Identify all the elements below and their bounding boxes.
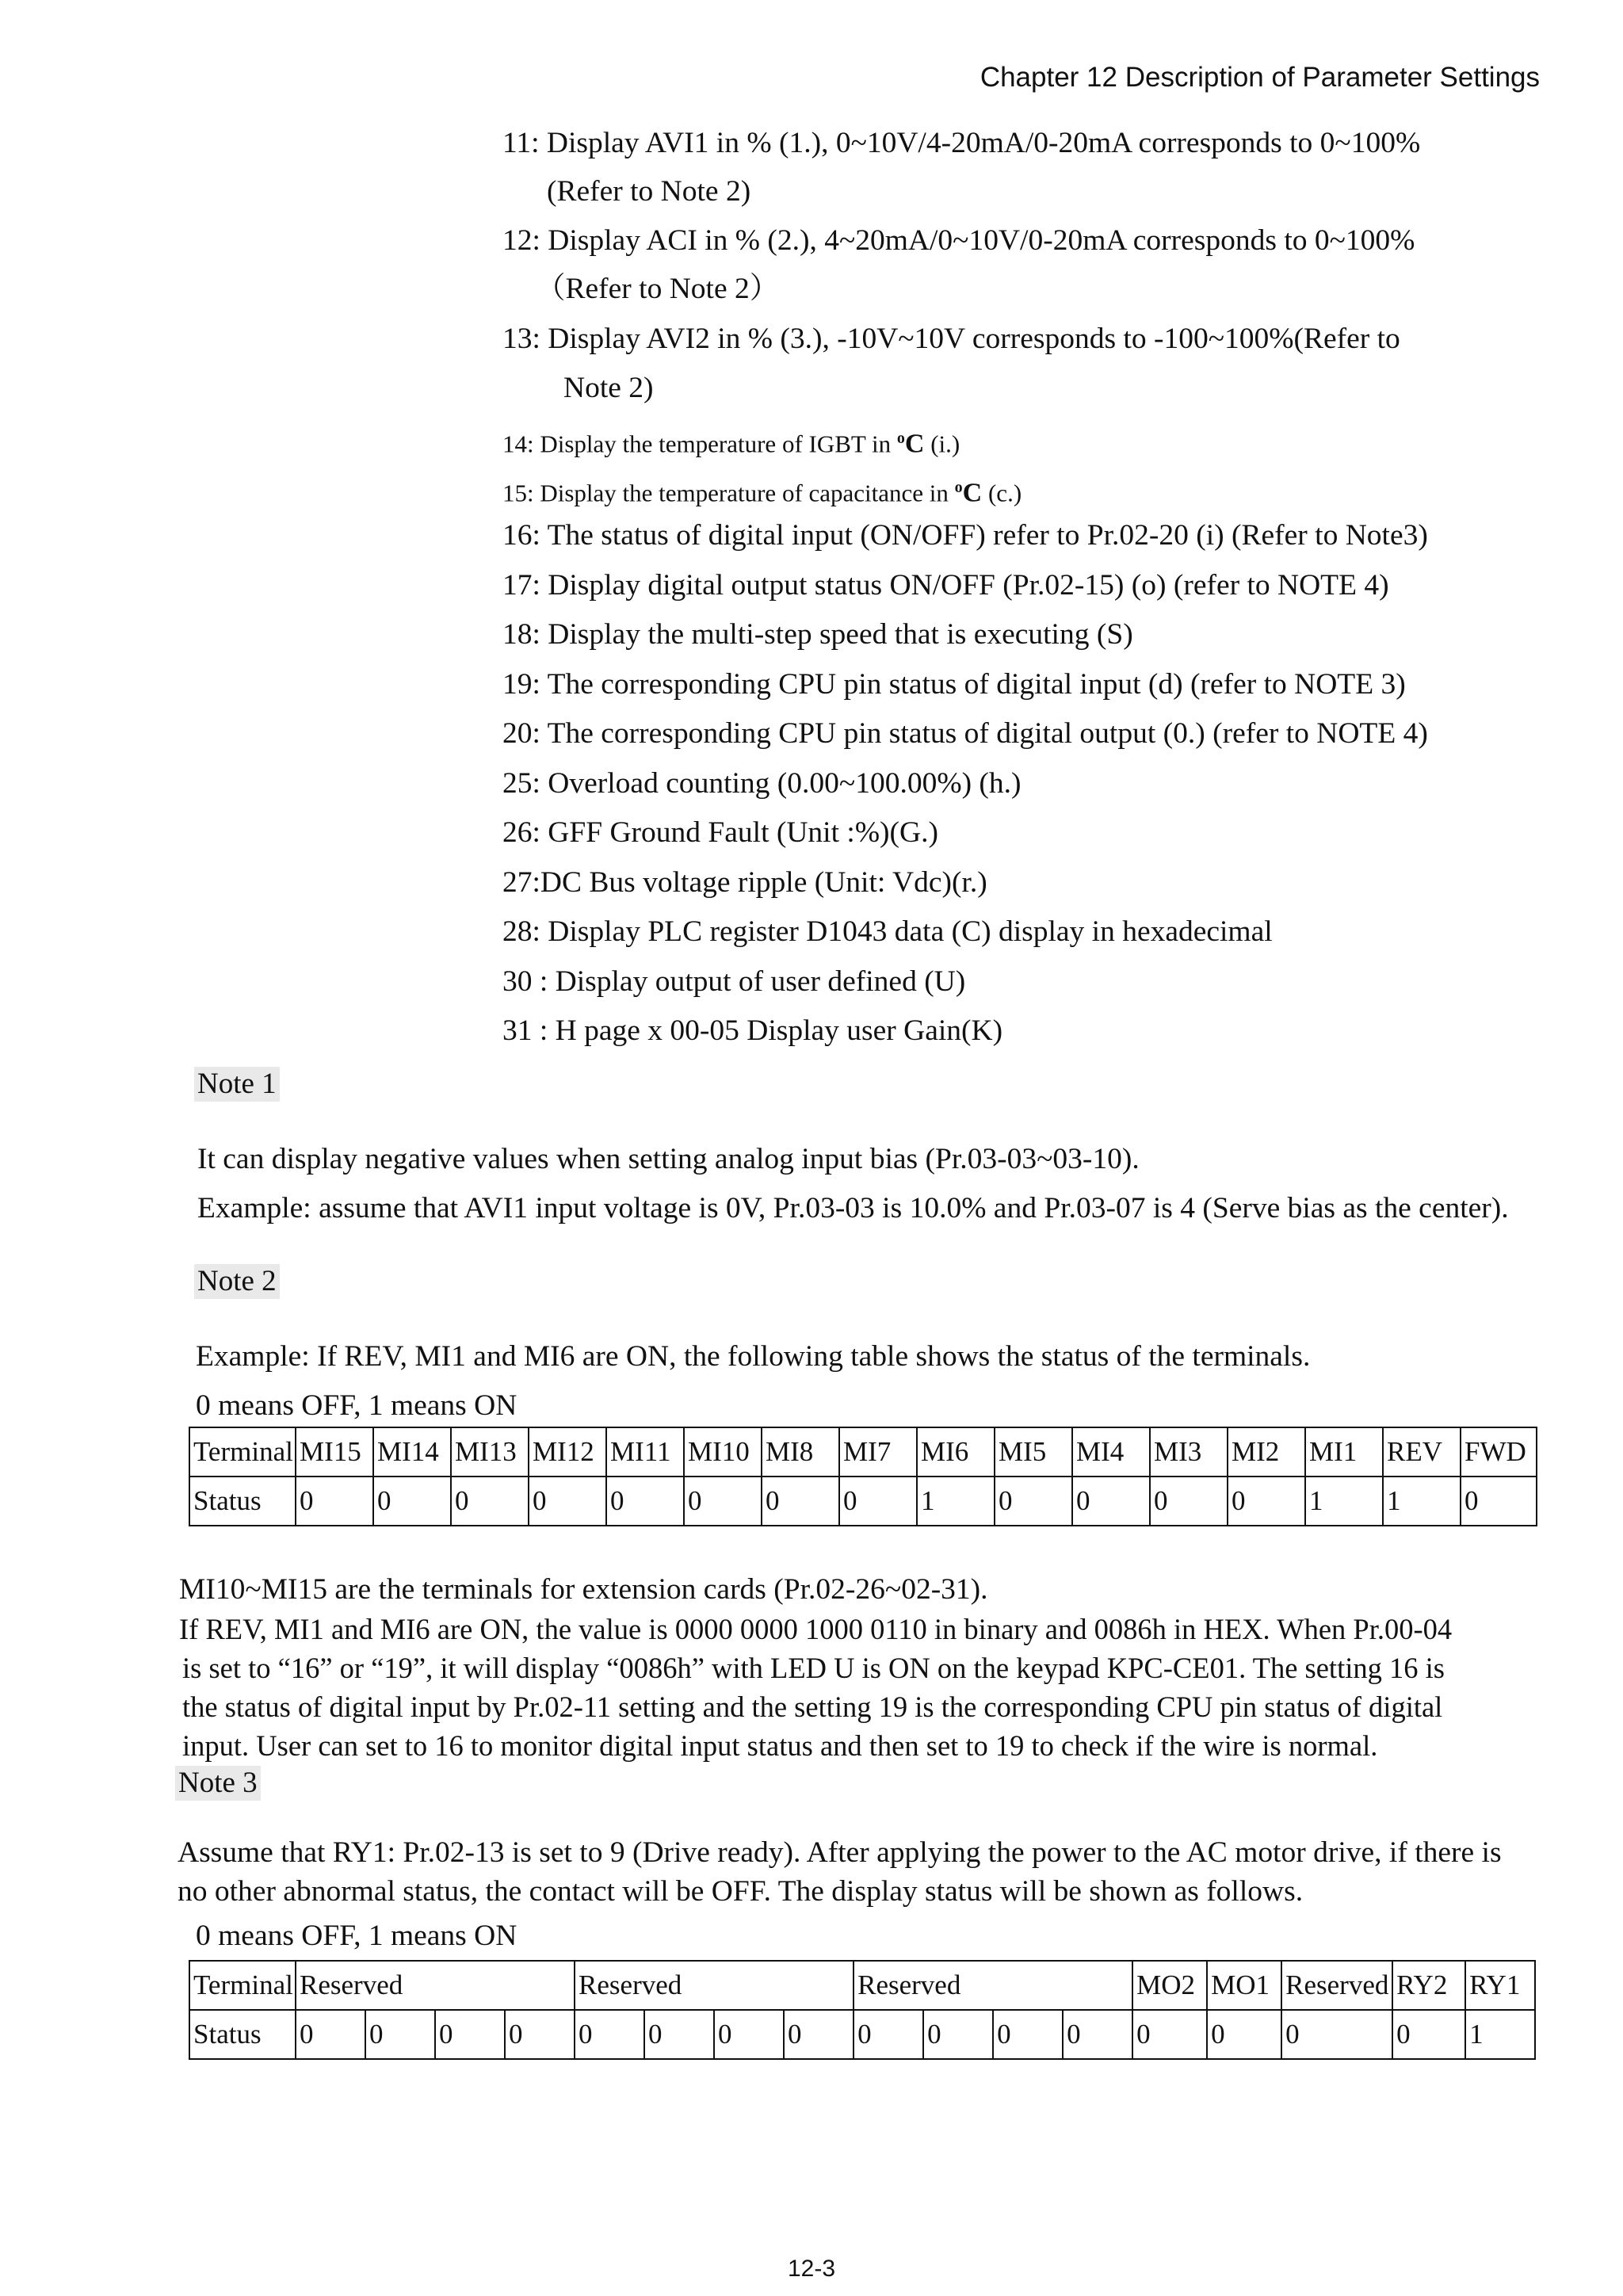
table-cell: Terminal bbox=[189, 1961, 296, 2010]
note-2-explanation: is set to “16” or “19”, it will display “0086h” with LED U is ON on the keypad KPC-CE01. The setting 16 is bbox=[182, 1652, 1445, 1684]
table-cell: 1 bbox=[917, 1477, 995, 1526]
table-cell: MI4 bbox=[1072, 1427, 1150, 1477]
table-cell: MI13 bbox=[451, 1427, 529, 1477]
table-cell: MI11 bbox=[606, 1427, 684, 1477]
list-item: 20: The corresponding CPU pin status of digital output (0.) (refer to NOTE 4) bbox=[502, 717, 1428, 750]
list-item: 12: Display ACI in % (2.), 4~20mA/0~10V/0-20mA corresponds to 0~100% bbox=[502, 224, 1415, 257]
table-cell: MI8 bbox=[762, 1427, 839, 1477]
list-item-continuation: Note 2) bbox=[563, 372, 654, 404]
note-2-line: 0 means OFF, 1 means ON bbox=[196, 1389, 517, 1422]
note-3-line: Assume that RY1: Pr.02-13 is set to 9 (Drive ready). After applying the power to the AC motor drive, if there is bbox=[178, 1836, 1502, 1869]
table-cell: 1 bbox=[1305, 1477, 1383, 1526]
table-row bbox=[189, 2010, 1535, 2059]
note-2-explanation: If REV, MI1 and MI6 are ON, the value is 0000 0000 1000 0110 in binary and 0086h in HEX. When Pr.00-04 bbox=[179, 1613, 1453, 1645]
table-cell: 0 bbox=[762, 1477, 839, 1526]
table-cell: 0 bbox=[1281, 2010, 1392, 2059]
note-2-explanation: input. User can set to 16 to monitor digital input status and then set to 19 to check if the wire is normal. bbox=[182, 1729, 1378, 1762]
note-2-line: Example: If REV, MI1 and MI6 are ON, the following table shows the status of the terminals. bbox=[196, 1340, 1311, 1373]
list-item-continuation: (Refer to Note 2) bbox=[547, 175, 751, 208]
table-cell: MI15 bbox=[296, 1427, 373, 1477]
table-cell: MI3 bbox=[1150, 1427, 1228, 1477]
table-cell: Reserved bbox=[854, 1961, 1132, 2010]
table-cell: MI12 bbox=[529, 1427, 606, 1477]
list-item: 26: GFF Ground Fault (Unit :%)(G.) bbox=[502, 816, 938, 849]
table-cell: 0 bbox=[1063, 2010, 1132, 2059]
table-cell: 0 bbox=[606, 1477, 684, 1526]
table-cell: 0 bbox=[373, 1477, 451, 1526]
table-cell: Reserved bbox=[1281, 1961, 1392, 2010]
note-3-label: Note 3 bbox=[175, 1766, 261, 1801]
table-cell: 0 bbox=[714, 2010, 784, 2059]
table-cell: 0 bbox=[365, 2010, 435, 2059]
table-cell: Reserved bbox=[575, 1961, 854, 2010]
table-cell: 0 bbox=[684, 1477, 762, 1526]
degree-mark: o bbox=[954, 479, 963, 496]
table-cell: 0 bbox=[923, 2010, 993, 2059]
table-cell: RY2 bbox=[1392, 1961, 1465, 2010]
list-item: 30 : Display output of user defined (U) bbox=[502, 965, 966, 998]
table-cell: REV bbox=[1383, 1427, 1461, 1477]
celsius-unit: C bbox=[962, 478, 983, 508]
note-1-label: Note 1 bbox=[194, 1067, 280, 1102]
list-item: 25: Overload counting (0.00~100.00%) (h.) bbox=[502, 767, 1022, 800]
list-item: 16: The status of digital input (ON/OFF) refer to Pr.02-20 (i) (Refer to Note3) bbox=[502, 519, 1428, 552]
list-item: 27:DC Bus voltage ripple (Unit: Vdc)(r.) bbox=[502, 866, 987, 899]
table-cell: 1 bbox=[1465, 2010, 1535, 2059]
list-item-suffix: (i.) bbox=[924, 430, 960, 458]
table-cell: 0 bbox=[784, 2010, 854, 2059]
list-item-suffix: (c.) bbox=[982, 479, 1022, 507]
note-1-line: It can display negative values when setting analog input bias (Pr.03-03~03-10). bbox=[197, 1143, 1140, 1175]
table-cell: Reserved bbox=[296, 1961, 575, 2010]
table-cell: 0 bbox=[1461, 1477, 1537, 1526]
list-item-text: 15: Display the temperature of capacitance in bbox=[502, 479, 955, 507]
list-item: 17: Display digital output status ON/OFF (Pr.02-15) (o) (refer to NOTE 4) bbox=[502, 569, 1389, 602]
table-cell: 0 bbox=[1150, 1477, 1228, 1526]
table-cell: 0 bbox=[995, 1477, 1072, 1526]
celsius-unit: C bbox=[904, 429, 925, 459]
table-cell: 0 bbox=[993, 2010, 1063, 2059]
table-cell: RY1 bbox=[1465, 1961, 1535, 2010]
list-item: 18: Display the multi-step speed that is executing (S) bbox=[502, 618, 1133, 651]
list-item-continuation: （Refer to Note 2） bbox=[536, 273, 780, 305]
table-cell: 1 bbox=[1383, 1477, 1461, 1526]
table-cell: 0 bbox=[529, 1477, 606, 1526]
table-cell: 0 bbox=[296, 2010, 365, 2059]
table-cell: MI6 bbox=[917, 1427, 995, 1477]
note-2-explanation: the status of digital input by Pr.02-11 setting and the setting 19 is the corresponding CPU pin status of digital bbox=[182, 1690, 1443, 1723]
list-item bbox=[502, 420, 960, 462]
table-cell: Status bbox=[189, 1477, 296, 1526]
table-cell: 0 bbox=[575, 2010, 644, 2059]
list-item: 11: Display AVI1 in % (1.), 0~10V/4-20mA/0-20mA corresponds to 0~100% bbox=[502, 127, 1421, 159]
list-item: 28: Display PLC register D1043 data (C) display in hexadecimal bbox=[502, 915, 1273, 948]
table-cell: MI7 bbox=[839, 1427, 917, 1477]
table-cell: MI10 bbox=[684, 1427, 762, 1477]
input-terminal-table bbox=[189, 1427, 1537, 1526]
table-cell: 0 bbox=[1132, 2010, 1207, 2059]
table-cell: MI14 bbox=[373, 1427, 451, 1477]
table-cell: Terminal bbox=[189, 1427, 296, 1477]
table-cell: 0 bbox=[644, 2010, 714, 2059]
table-header-row bbox=[189, 1427, 1537, 1477]
note-2-explanation: MI10~MI15 are the terminals for extension cards (Pr.02-26~02-31). bbox=[179, 1573, 988, 1606]
list-item: 19: The corresponding CPU pin status of digital input (d) (refer to NOTE 3) bbox=[502, 668, 1406, 701]
degree-mark: o bbox=[896, 430, 905, 447]
list-item-text: 14: Display the temperature of IGBT in bbox=[502, 430, 897, 458]
note-1-line: Example: assume that AVI1 input voltage is 0V, Pr.03-03 is 10.0% and Pr.03-07 is 4 (Serve bias as the center). bbox=[197, 1192, 1509, 1224]
note-2-label: Note 2 bbox=[194, 1264, 280, 1299]
table-cell: 0 bbox=[505, 2010, 575, 2059]
table-header-row bbox=[189, 1961, 1535, 2010]
table-cell: MI1 bbox=[1305, 1427, 1383, 1477]
table-cell: 0 bbox=[1207, 2010, 1281, 2059]
table-cell: 0 bbox=[1392, 2010, 1465, 2059]
page-number: 12-3 bbox=[787, 2256, 836, 2282]
list-item: 31 : H page x 00-05 Display user Gain(K) bbox=[502, 1014, 1003, 1047]
list-item bbox=[502, 469, 1022, 511]
table-cell: FWD bbox=[1461, 1427, 1537, 1477]
note-3-line: 0 means OFF, 1 means ON bbox=[196, 1920, 517, 1952]
table-cell: MO2 bbox=[1132, 1961, 1207, 2010]
output-terminal-table bbox=[189, 1960, 1536, 2060]
page-header: Chapter 12 Description of Parameter Settings bbox=[980, 62, 1540, 93]
table-row bbox=[189, 1477, 1537, 1526]
table-cell: 0 bbox=[451, 1477, 529, 1526]
table-cell: Status bbox=[189, 2010, 296, 2059]
table-cell: 0 bbox=[839, 1477, 917, 1526]
table-cell: MI2 bbox=[1228, 1427, 1305, 1477]
table-cell: 0 bbox=[854, 2010, 923, 2059]
table-cell: 0 bbox=[1072, 1477, 1150, 1526]
note-3-line: no other abnormal status, the contact will be OFF. The display status will be shown as follows. bbox=[178, 1875, 1304, 1908]
table-cell: 0 bbox=[296, 1477, 373, 1526]
list-item: 13: Display AVI2 in % (3.), -10V~10V corresponds to -100~100%(Refer to bbox=[502, 323, 1400, 355]
table-cell: MI5 bbox=[995, 1427, 1072, 1477]
table-cell: 0 bbox=[1228, 1477, 1305, 1526]
table-cell: 0 bbox=[435, 2010, 505, 2059]
table-cell: MO1 bbox=[1207, 1961, 1281, 2010]
